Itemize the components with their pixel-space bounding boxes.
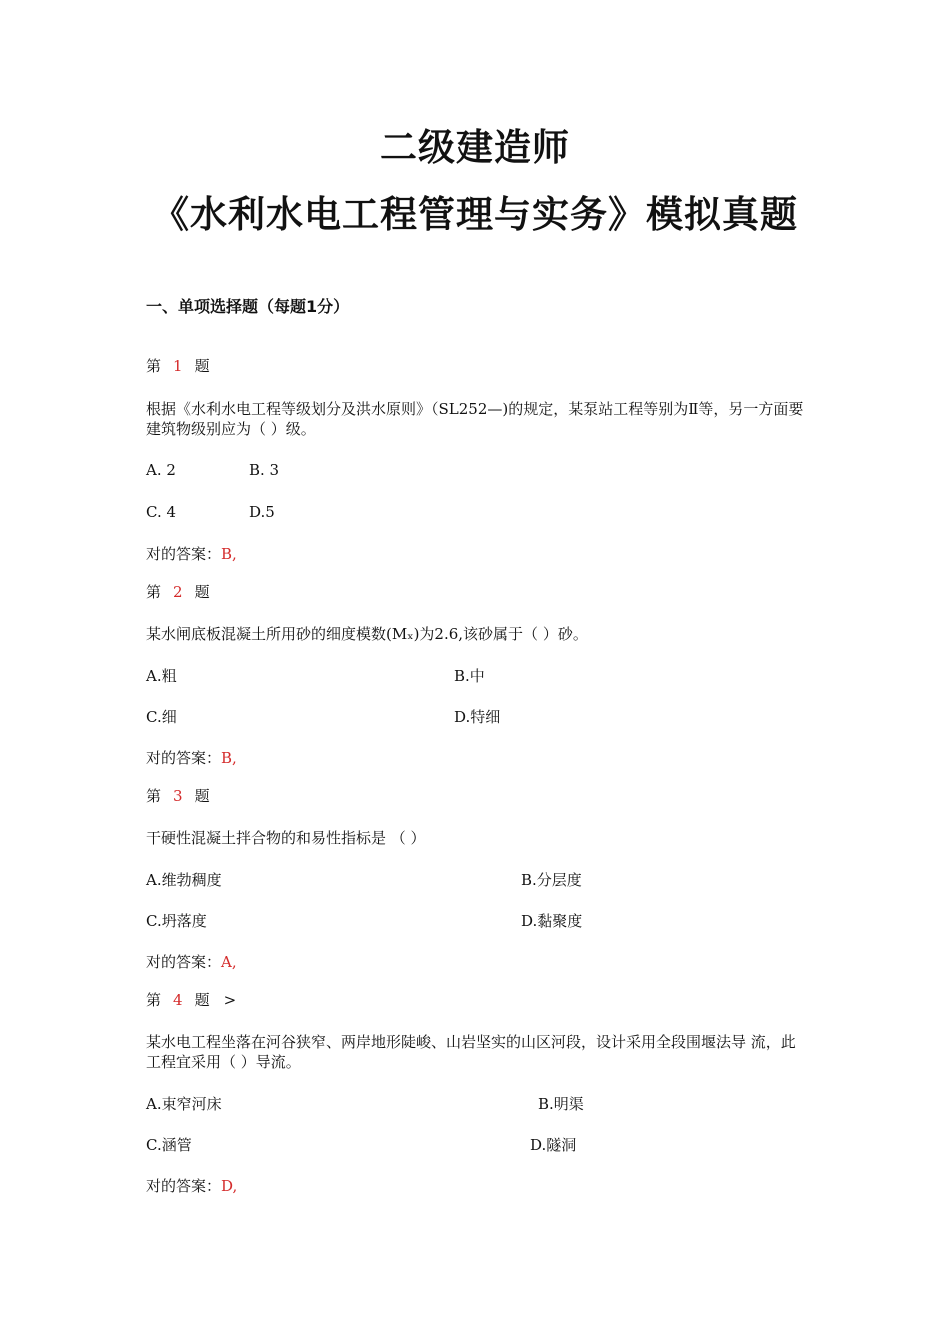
question-prefix: 第 [146,357,162,375]
question-heading [146,582,210,602]
section-heading: 一、单项选择题（每题1分） [146,297,350,316]
document-title: 二级建造师 [380,126,570,169]
question-stem: 干硬性混凝土拌合物的和易性指标是 （ ） [146,829,426,847]
question-number: 3 [173,787,183,805]
option-b: B.明渠 [538,1095,584,1113]
question-heading [146,786,210,806]
answer-value: B, [221,545,237,563]
option-a: A.粗 [146,667,177,685]
option-b: B. 3 [249,461,280,479]
question-prefix: 第 [146,991,162,1009]
question-stem: 某水电工程坐落在河谷狭窄、两岸地形陡峻、山岩坚实的山区河段，设计采用全段围堰法导 流，此工程宜采用（ ）导流。 [146,1033,796,1071]
option-c: C. 4 [146,503,177,521]
answer-label: 对的答案： [146,545,222,563]
question-number: 4 [173,991,183,1009]
question-stem: 根据《水利水电工程等级划分及洪水原则》（SL252—)的规定，某泵站工程等别为Ⅱ等，另一方面要建筑物级别应为（ ）级。 [146,400,804,438]
option-a: A.束窄河床 [146,1095,222,1113]
option-a: A.维勃稠度 [146,871,222,889]
answer-line [146,748,237,768]
option-b: B.分层度 [521,871,582,889]
question-suffix: 题 [194,583,210,601]
option-d: D.黏聚度 [521,912,583,930]
document-subtitle: 《水利水电工程管理与实务》模拟真题 [152,193,798,236]
question-suffix: 题 [194,991,210,1009]
question-marker: > [223,991,237,1009]
option-d: D.5 [249,503,275,521]
option-b: B.中 [454,667,485,685]
question-prefix: 第 [146,583,162,601]
question-heading [146,990,236,1010]
answer-value: A, [221,953,237,971]
question-number: 2 [173,583,183,601]
answer-label: 对的答案： [146,953,222,971]
option-d: D.隧洞 [530,1136,577,1154]
answer-line [146,544,237,564]
question-stem: 某水闸底板混凝土所用砂的细度模数(Mₓ)为2.6,该砂属于（ ）砂。 [146,625,588,643]
question-suffix: 题 [194,357,210,375]
answer-value: B, [221,749,237,767]
question-number: 1 [173,357,183,375]
answer-label: 对的答案： [146,749,222,767]
answer-line [146,1176,237,1196]
option-c: C.坍落度 [146,912,207,930]
option-d: D.特细 [454,708,501,726]
question-suffix: 题 [194,787,210,805]
question-heading [146,356,210,376]
answer-label: 对的答案： [146,1177,222,1195]
answer-line [146,952,237,972]
answer-value: D, [221,1177,238,1195]
option-c: C.涵管 [146,1136,192,1154]
question-prefix: 第 [146,787,162,805]
option-c: C.细 [146,708,177,726]
option-a: A. 2 [146,461,176,479]
